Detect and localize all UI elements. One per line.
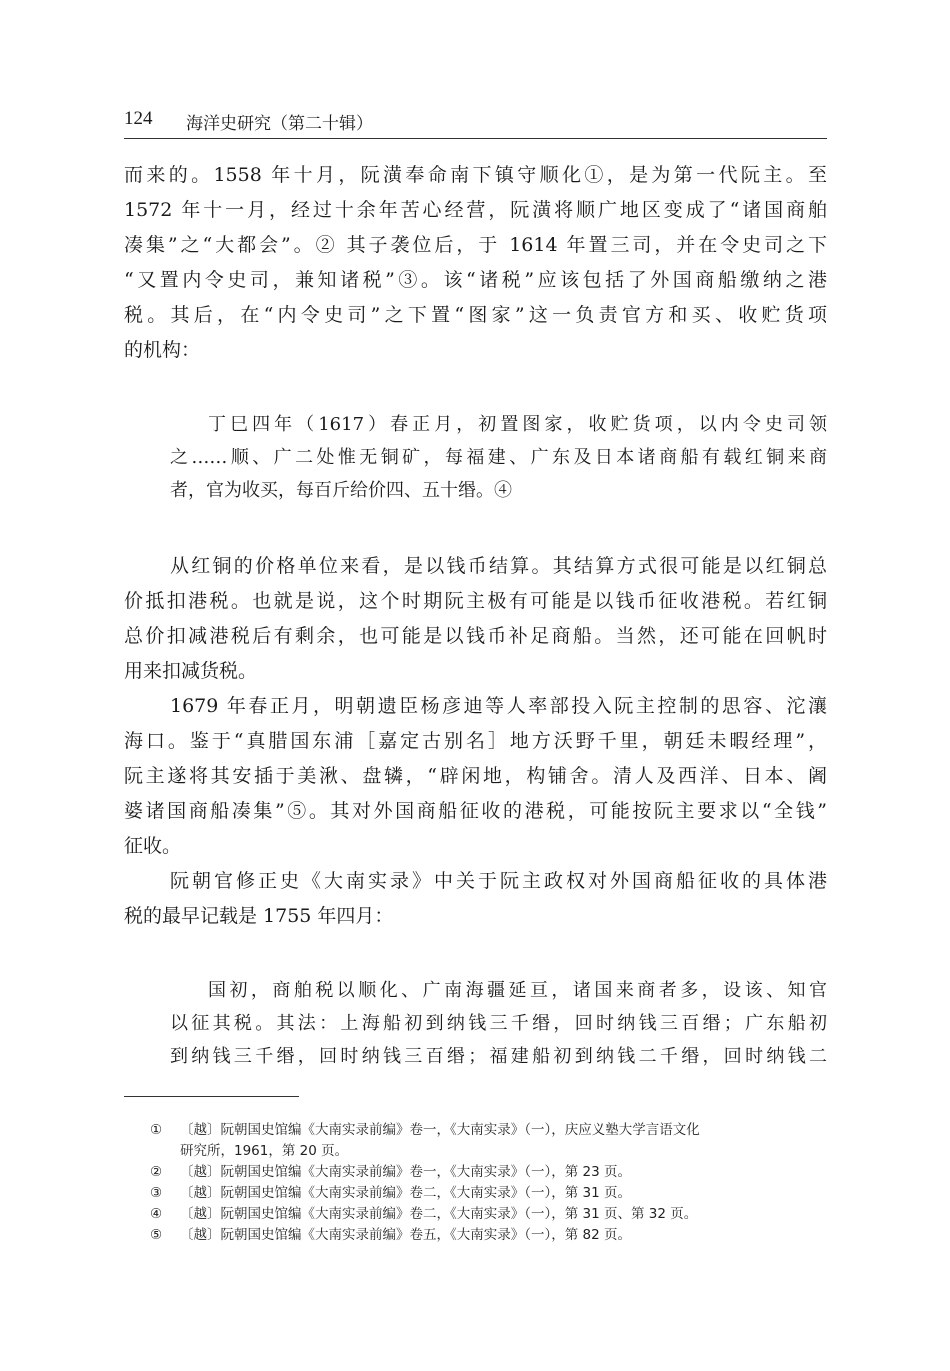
footnote-mark: ② (150, 1164, 163, 1180)
footnote-line: 〔越〕阮朝国史馆编《大南实录前编》卷一，《大南实录》（一），庆应义塾大学言语文化 (180, 1122, 700, 1138)
text-line: 从红铜的价格单位来看，是以钱币结算。其结算方式很可能是以红铜总 (170, 555, 827, 577)
footnote-mark: ③ (150, 1185, 163, 1201)
footnote-line: 〔越〕阮朝国史馆编《大南实录前编》卷二，《大南实录》（一），第 31 页。 (180, 1185, 632, 1201)
quote-line: 国初，商舶税以顺化、广南海疆延亘，诸国来商者多，设该、知官 (208, 980, 827, 1001)
text-line: 1572 年十一月，经过十余年苦心经营，阮潢将顺广地区变成了“诸国商舶 (124, 199, 827, 221)
footnote-line: 研究所，1961，第 20 页。 (180, 1143, 349, 1159)
block-quote-2 (170, 974, 827, 1073)
text-line: 总价扣减港税后有剩余，也可能是以钱币补足商船。当然，还可能在回帆时 (124, 625, 827, 647)
running-header (124, 108, 827, 139)
footnote-line: 〔越〕阮朝国史馆编《大南实录前编》卷二，《大南实录》（一），第 31 页、第 32 页。 (180, 1206, 698, 1222)
text-line: 税的最早记载是 1755 年四月： (124, 905, 394, 927)
footnote-4 (150, 1204, 827, 1225)
footnote-mark: ④ (150, 1206, 163, 1222)
text-line: 价抵扣港税。也就是说，这个时期阮主极有可能是以钱币征收港税。若红铜 (124, 590, 827, 612)
footnote-2 (150, 1162, 827, 1183)
footnote-mark: ⑤ (150, 1227, 163, 1243)
text-line: 海口。鉴于“真腊国东浦［嘉定古别名］地方沃野千里，朝廷未暇经理”， (124, 730, 827, 752)
running-title: 海洋史研究（第二十辑） (186, 114, 373, 134)
quote-line: 者，官为收买，每百斤给价四、五十缗。④ (170, 480, 512, 501)
footnote-line: 〔越〕阮朝国史馆编《大南实录前编》卷一，《大南实录》（一），第 23 页。 (180, 1164, 632, 1180)
text-line: 的机构： (124, 339, 201, 361)
footnote-mark: ① (150, 1122, 163, 1138)
quote-line: 之……顺、广二处惟无铜矿，每福建、广东及日本诸商船有载红铜来商 (170, 447, 827, 468)
body-paragraph-4 (124, 864, 827, 934)
footnote-3 (150, 1183, 827, 1204)
text-line: 阮朝官修正史《大南实录》中关于阮主政权对外国商船征收的具体港 (170, 870, 827, 892)
text-line: 1679 年春正月，明朝遗臣杨彦迪等人率部投入阮主控制的思容、沱瀼 (170, 695, 827, 717)
quote-line: 以征其税。其法：上海船初到纳钱三千缗，回时纳钱三百缗；广东船初 (170, 1013, 827, 1034)
text-line: 阮主遂将其安插于美湫、盘辚，“辟闲地，构铺舍。清人及西洋、日本、阇 (124, 765, 827, 787)
page-number: 124 (124, 108, 153, 129)
body-paragraph-1 (124, 158, 827, 368)
text-line: “又置内令史司，兼知诸税”③。该“诸税”应该包括了外国商船缴纳之港 (124, 269, 827, 291)
quote-line: 到纳钱三千缗，回时纳钱三百缗；福建船初到纳钱二千缗，回时纳钱二 (170, 1046, 827, 1067)
footnote-1 (150, 1120, 827, 1162)
footnote-5 (150, 1225, 827, 1246)
footnote-line: 〔越〕阮朝国史馆编《大南实录前编》卷五，《大南实录》（一），第 82 页。 (180, 1227, 632, 1243)
text-line: 用来扣减货税。 (124, 660, 258, 682)
text-line: 税。其后，在“内令史司”之下置“图家”这一负责官方和买、收贮货项 (124, 304, 827, 326)
text-line: 婆诸国商船凑集”⑤。其对外国商船征收的港税，可能按阮主要求以“全钱” (124, 800, 827, 822)
footnote-divider (124, 1096, 299, 1097)
text-line: 而来的。1558 年十月，阮潢奉命南下镇守顺化①，是为第一代阮主。至 (124, 164, 827, 186)
block-quote-1 (170, 408, 827, 507)
body-paragraph-3 (124, 689, 827, 864)
text-line: 凑集”之“大都会”。② 其子袭位后，于 1614 年置三司，并在令史司之下 (124, 234, 827, 256)
body-paragraph-2 (124, 549, 827, 689)
quote-line: 丁巳四年（1617）春正月，初置图家，收贮货项，以内令史司领 (208, 414, 827, 435)
footnotes (150, 1120, 827, 1246)
text-line: 征收。 (124, 835, 182, 857)
